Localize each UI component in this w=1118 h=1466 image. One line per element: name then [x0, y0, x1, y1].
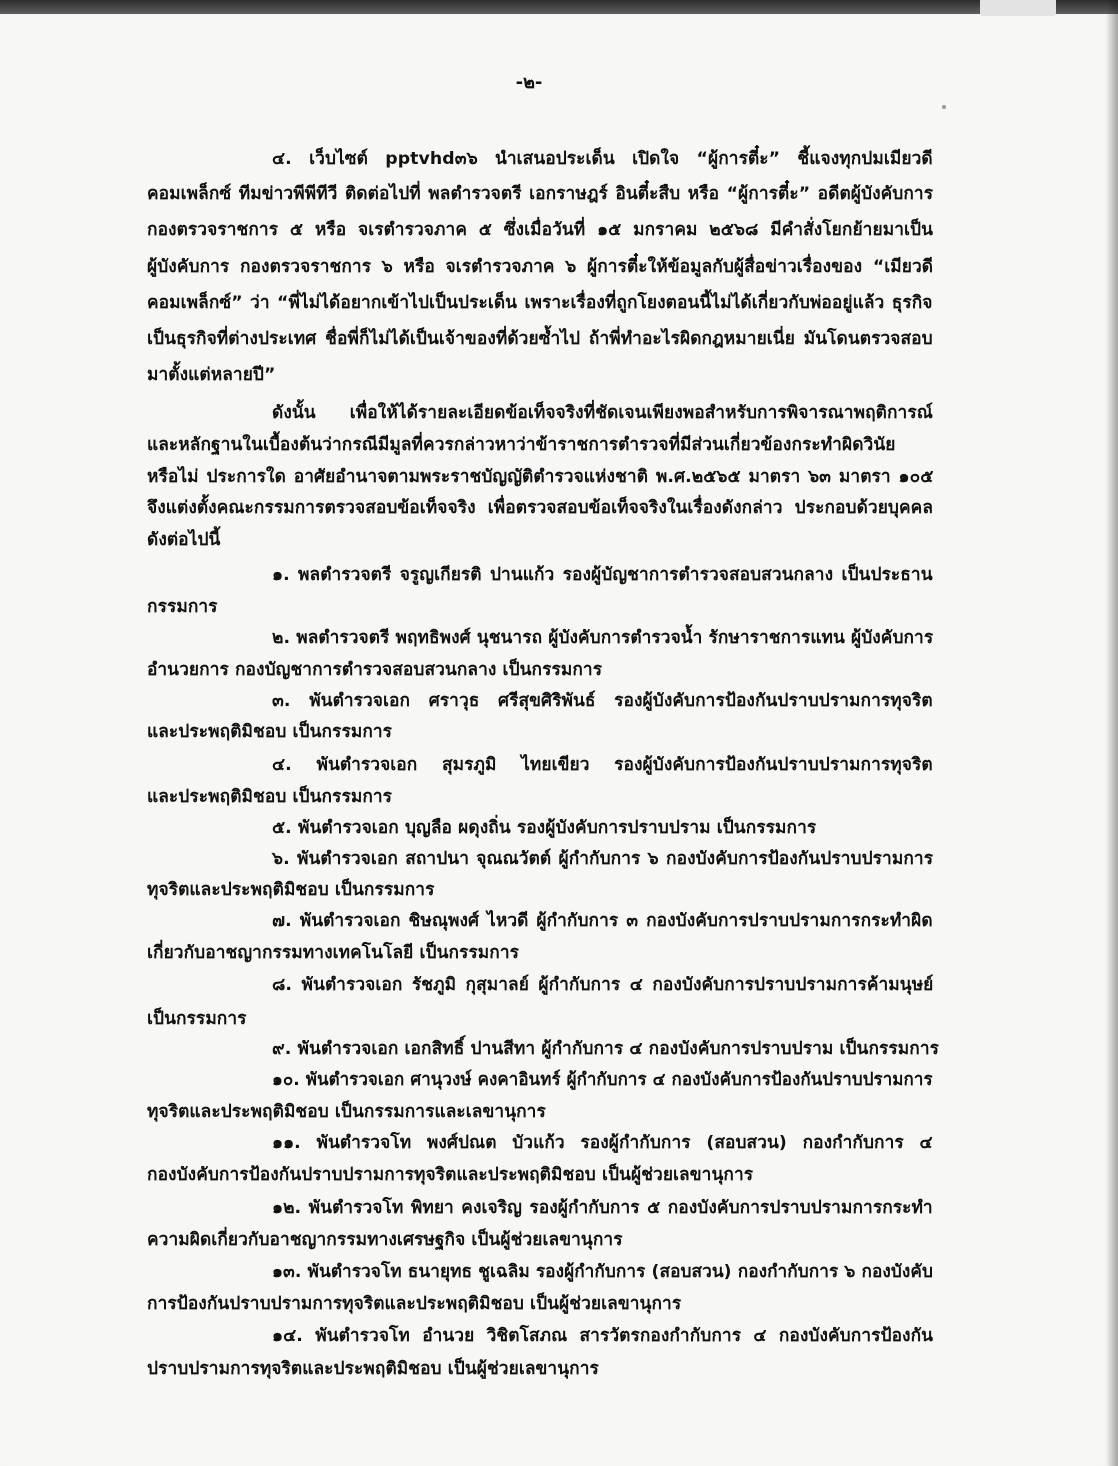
text-line: กองบังคับการป้องกันปราบปรามการทุจริตและประพฤติมิชอบ เป็นผู้ช่วยเลขานุการ: [147, 1165, 754, 1185]
text-line: กรรมการ: [147, 597, 218, 617]
text-line: ๑๒. พันตำรวจโท พิทยา คงเจริญ รองผู้กำกับการ ๕ กองบังคับการปราบปรามการกระทำ: [272, 1198, 933, 1218]
text-line: ๔. พันตำรวจเอก สุมรภูมิ ไทยเขียว รองผู้บังคับการป้องกันปราบปรามการทุจริต: [272, 755, 933, 775]
text-line: หรือไม่ ประการใด อาศัยอำนาจตามพระราชบัญญัติตำรวจแห่งชาติ พ.ศ.๒๕๖๕ มาตรา ๖๓ มาตรา ๑๐๕: [147, 467, 934, 487]
text-line: ทุจริตและประพฤติมิชอบ เป็นกรรมการและเลขานุการ: [147, 1102, 546, 1122]
text-line: กองตรวจราชการ ๕ หรือ จเรตำรวจภาค ๕ ซึ่งเมื่อวันที่ ๑๕ มกราคม ๒๕๖๘ มีคำสั่งโยกย้ายมาเป็น: [147, 220, 933, 240]
scan-top-edge: [0, 0, 1118, 14]
text-line: คอมเพล็กซ์” ว่า “พี่ไม่ได้อยากเข้าไปเป็นประเด็น เพราะเรื่องที่ถูกโยงตอนนี้ไม่ได้เกี่ยวกับพ่ออยู่แล้ว ธุรกิจ: [147, 293, 933, 313]
scan-right-edge: [1106, 0, 1118, 1466]
text-line: ๑. พลตำรวจตรี จรูญเกียรติ ปานแก้ว รองผู้บัญชาการตำรวจสอบสวนกลาง เป็นประธาน: [272, 565, 933, 585]
text-line: ความผิดเกี่ยวกับอาชญากรรมทางเศรษฐกิจ เป็นผู้ช่วยเลขานุการ: [147, 1230, 623, 1250]
text-line: และประพฤติมิชอบ เป็นกรรมการ: [147, 787, 393, 807]
text-line: และหลักฐานในเบื้องต้นว่ากรณีมีมูลที่ควรกล่าวหาว่าข้าราชการตำรวจที่มีส่วนเกี่ยวข้องกระทำผิดวินัย: [147, 435, 896, 455]
text-line: คอมเพล็กซ์ ทีมข่าวพีพีทีวี ติดต่อไปที่ พลตำรวจตรี เอกราษฎร์ อินตี๋ะสืบ หรือ “ผู้การตี๋ะ” อดีตผู้บังคับการ: [147, 184, 934, 204]
text-line: ปราบปรามการทุจริตและประพฤติมิชอบ เป็นผู้ช่วยเลขานุการ: [147, 1359, 599, 1379]
text-line: เป็นกรรมการ: [147, 1009, 247, 1029]
text-line: จึงแต่งตั้งคณะกรรมการตรวจสอบข้อเท็จจริง เพื่อตรวจสอบข้อเท็จจริงในเรื่องดังกล่าว ประกอบด้วยบุคคล: [147, 498, 934, 518]
page-number: -๒-: [515, 72, 543, 93]
text-line: ๑๐. พันตำรวจเอก ศานุวงษ์ คงคาอินทร์ ผู้กำกับการ ๔ กองบังคับการป้องกันปราบปรามการ: [272, 1070, 933, 1090]
text-line: ๗. พันตำรวจเอก ชิษณุพงศ์ ไหวดี ผู้กำกับการ ๓ กองบังคับการปราบปรามการกระทำผิด: [272, 911, 933, 931]
text-line: มาตั้งแต่หลายปี”: [147, 365, 276, 385]
text-line: ทุจริตและประพฤติมิชอบ เป็นกรรมการ: [147, 880, 435, 900]
text-line: ๑๑. พันตำรวจโท พงศ์ปณต บัวแก้ว รองผู้กำกับการ (สอบสวน) กองกำกับการ ๔: [272, 1133, 933, 1153]
text-line: ๓. พันตำรวจเอก ศราวุธ ศรีสุขศิริพันธ์ รองผู้บังคับการป้องกันปราบปรามการทุจริต: [272, 691, 933, 711]
text-line: ๑๓. พันตำรวจโท ธนายุทธ ชูเฉลิม รองผู้กำกับการ (สอบสวน) กองกำกับการ ๖ กองบังคับ: [272, 1262, 933, 1282]
text-line: และประพฤติมิชอบ เป็นกรรมการ: [147, 722, 393, 742]
scan-paper-tab: [980, 0, 1056, 16]
text-line: ดังต่อไปนี้: [147, 530, 221, 550]
text-line: อำนวยการ กองบัญชาการตำรวจสอบสวนกลาง เป็นกรรมการ: [147, 660, 603, 680]
scan-speck: [942, 105, 946, 109]
text-line: ๒. พลตำรวจตรี พฤทธิพงศ์ นุชนารถ ผู้บังคับการตำรวจน้ำ รักษาราชการแทน ผู้บังคับการ: [272, 628, 934, 648]
text-line: เป็นธุรกิจที่ต่างประเทศ ชื่อพี่ก็ไม่ได้เป็นเจ้าของที่ด้วยซ้ำไป ถ้าพี่ทำอะไรผิดกฎหมายเนี่ย มันโดนตรวจสอบ: [147, 329, 933, 349]
text-line: ๕. พันตำรวจเอก บุญลือ ผดุงถิ่น รองผู้บังคับการปราบปราม เป็นกรรมการ: [272, 818, 817, 838]
text-line: ผู้บังคับการ กองตรวจราชการ ๖ หรือ จเรตำรวจภาค ๖ ผู้การตี๋ะให้ข้อมูลกับผู้สื่อข่าวเรื่องของ “เมียวดี: [147, 257, 934, 277]
text-line: ๑๔. พันตำรวจโท อำนวย วิชิตโสภณ สารวัตรกองกำกับการ ๔ กองบังคับการป้องกัน: [272, 1326, 934, 1346]
text-line: ๙. พันตำรวจเอก เอกสิทธิ์ ปานสีทา ผู้กำกับการ ๔ กองบังคับการปราบปราม เป็นกรรมการ: [272, 1039, 940, 1059]
text-line: เกี่ยวกับอาชญากรรมทางเทคโนโลยี เป็นกรรมการ: [147, 943, 520, 963]
text-line: ๔. เว็บไซต์ pptvhd๓๖ นำเสนอประเด็น เปิดใจ “ผู้การตี๋ะ” ชี้แจงทุกปมเมียวดี: [272, 149, 933, 169]
text-line: การป้องกันปราบปรามการทุจริตและประพฤติมิชอบ เป็นผู้ช่วยเลขานุการ: [147, 1294, 682, 1314]
text-line: ดังนั้น เพื่อให้ได้รายละเอียดข้อเท็จจริงที่ชัดเจนเพียงพอสำหรับการพิจารณาพฤติการณ์: [272, 403, 933, 423]
text-line: ๖. พันตำรวจเอก สถาปนา จุณณวัตต์ ผู้กำกับการ ๖ กองบังคับการป้องกันปราบปรามการ: [272, 849, 934, 869]
text-line: ๘. พันตำรวจเอก รัชภูมิ กุสุมาลย์ ผู้กำกับการ ๔ กองบังคับการปราบปรามการค้ามนุษย์: [272, 975, 934, 995]
